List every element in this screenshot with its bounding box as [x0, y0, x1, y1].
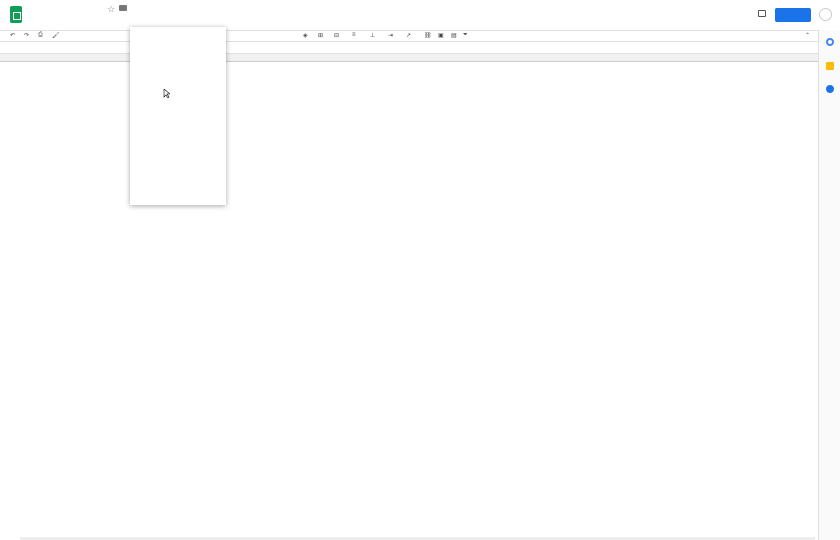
- chart-icon[interactable]: ▤: [451, 33, 457, 39]
- keep-icon[interactable]: [826, 62, 834, 70]
- undo-icon[interactable]: ↶: [10, 33, 16, 39]
- sheets-logo-icon[interactable]: [10, 6, 22, 23]
- side-panel: [818, 30, 840, 540]
- wrap-icon[interactable]: ⇥: [388, 33, 394, 39]
- comment-icon[interactable]: ▣: [438, 33, 444, 39]
- filter-icon[interactable]: ⏷: [463, 32, 468, 38]
- column-headers: [0, 54, 818, 62]
- star-icon[interactable]: ☆: [107, 4, 116, 14]
- paint-format-icon[interactable]: 🖌: [52, 33, 60, 39]
- link-icon[interactable]: ⛓: [424, 33, 432, 39]
- fill-color-icon[interactable]: ◈: [303, 33, 308, 39]
- spreadsheet-grid[interactable]: [0, 54, 818, 540]
- avatar[interactable]: [819, 8, 832, 21]
- print-icon[interactable]: ⎙: [38, 32, 43, 38]
- tasks-icon[interactable]: [826, 85, 834, 93]
- folder-icon[interactable]: [119, 5, 127, 11]
- align-icon[interactable]: ≡: [352, 32, 356, 38]
- borders-icon[interactable]: ⊞: [318, 33, 324, 39]
- valign-icon[interactable]: ⊥: [370, 33, 376, 39]
- redo-icon[interactable]: ↷: [24, 33, 30, 39]
- formula-bar: [0, 42, 818, 54]
- share-button[interactable]: [775, 8, 811, 22]
- collapse-icon[interactable]: ⌃: [805, 33, 811, 39]
- mouse-cursor-icon: [163, 89, 170, 98]
- calendar-icon[interactable]: [826, 38, 834, 46]
- title-bar: [0, 0, 840, 30]
- data-menu-dropdown: [130, 27, 226, 205]
- rotate-icon[interactable]: ↗: [406, 33, 412, 39]
- comments-icon[interactable]: [758, 10, 766, 17]
- toolbar: [0, 30, 818, 42]
- merge-icon[interactable]: ⊟: [334, 33, 340, 39]
